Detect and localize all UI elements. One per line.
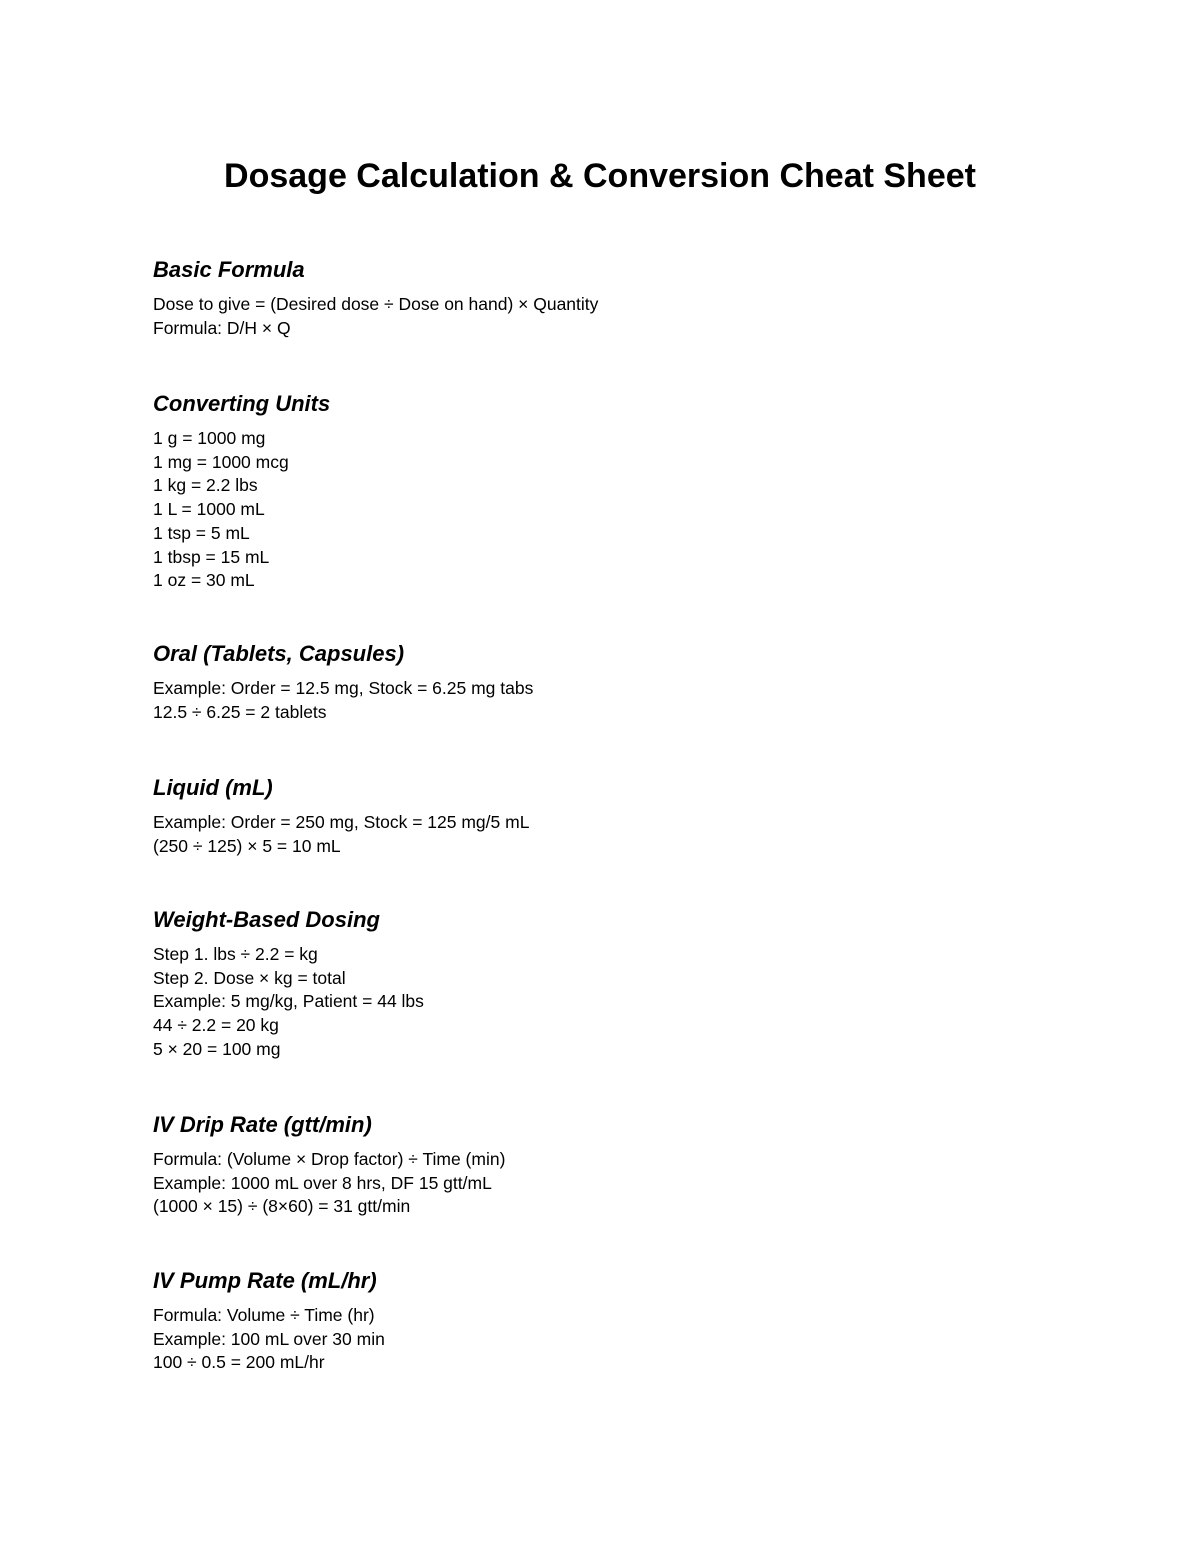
section-body bbox=[153, 811, 1053, 858]
section-liquid bbox=[153, 773, 1053, 858]
text-line: 12.5 ÷ 6.25 = 2 tablets bbox=[153, 701, 327, 722]
text-line: Formula: D/H × Q bbox=[153, 317, 291, 338]
text-line: Example: 1000 mL over 8 hrs, DF 15 gtt/mL bbox=[153, 1172, 492, 1193]
section-body bbox=[153, 943, 1053, 1062]
section-heading: Basic Formula bbox=[153, 257, 305, 282]
page-title: Dosage Calculation & Conversion Cheat Sheet bbox=[224, 157, 976, 195]
text-line: Formula: (Volume × Drop factor) ÷ Time (min) bbox=[153, 1149, 506, 1169]
section-basic-formula bbox=[153, 255, 1053, 340]
text-line: 1 mg = 1000 mcg bbox=[153, 451, 289, 472]
text-line: 44 ÷ 2.2 = 20 kg bbox=[153, 1015, 279, 1036]
text-line: Formula: Volume ÷ Time (hr) bbox=[153, 1305, 375, 1325]
text-line: Example: 100 mL over 30 min bbox=[153, 1328, 385, 1349]
text-line: Step 1. lbs ÷ 2.2 = kg bbox=[153, 944, 318, 964]
section-heading: IV Pump Rate (mL/hr) bbox=[153, 1268, 377, 1293]
section-body bbox=[153, 293, 1053, 340]
text-line: 1 g = 1000 mg bbox=[153, 428, 266, 448]
section-heading: Converting Units bbox=[153, 391, 331, 416]
section-iv-drip-rate bbox=[153, 1110, 1053, 1219]
section-heading: Liquid (mL) bbox=[153, 775, 273, 800]
text-line: Example: Order = 250 mg, Stock = 125 mg/5 mL bbox=[153, 812, 530, 832]
text-line: 1 kg = 2.2 lbs bbox=[153, 475, 258, 496]
text-line: 1 tbsp = 15 mL bbox=[153, 546, 270, 567]
section-body bbox=[153, 1304, 1053, 1375]
section-converting-units bbox=[153, 389, 1053, 593]
section-oral bbox=[153, 639, 1053, 724]
text-line: 100 ÷ 0.5 = 200 mL/hr bbox=[153, 1352, 325, 1373]
text-line: Step 2. Dose × kg = total bbox=[153, 967, 346, 988]
text-line: 1 L = 1000 mL bbox=[153, 499, 265, 520]
section-body bbox=[153, 677, 1053, 724]
section-body bbox=[153, 1148, 1053, 1219]
text-line: 1 tsp = 5 mL bbox=[153, 522, 250, 543]
text-line: Example: Order = 12.5 mg, Stock = 6.25 mg tabs bbox=[153, 678, 534, 698]
section-heading: IV Drip Rate (gtt/min) bbox=[153, 1112, 372, 1137]
section-iv-pump-rate bbox=[153, 1266, 1053, 1375]
section-weight-based-dosing bbox=[153, 905, 1053, 1062]
text-line: 1 oz = 30 mL bbox=[153, 570, 255, 591]
section-heading: Weight-Based Dosing bbox=[153, 907, 380, 932]
section-body bbox=[153, 427, 1053, 593]
text-line: 5 × 20 = 100 mg bbox=[153, 1038, 281, 1059]
text-line: (1000 × 15) ÷ (8×60) = 31 gtt/min bbox=[153, 1196, 411, 1217]
text-line: Dose to give = (Desired dose ÷ Dose on hand) × Quantity bbox=[153, 294, 599, 314]
text-line: Example: 5 mg/kg, Patient = 44 lbs bbox=[153, 991, 424, 1012]
section-heading: Oral (Tablets, Capsules) bbox=[153, 641, 405, 666]
text-line: (250 ÷ 125) × 5 = 10 mL bbox=[153, 835, 341, 856]
